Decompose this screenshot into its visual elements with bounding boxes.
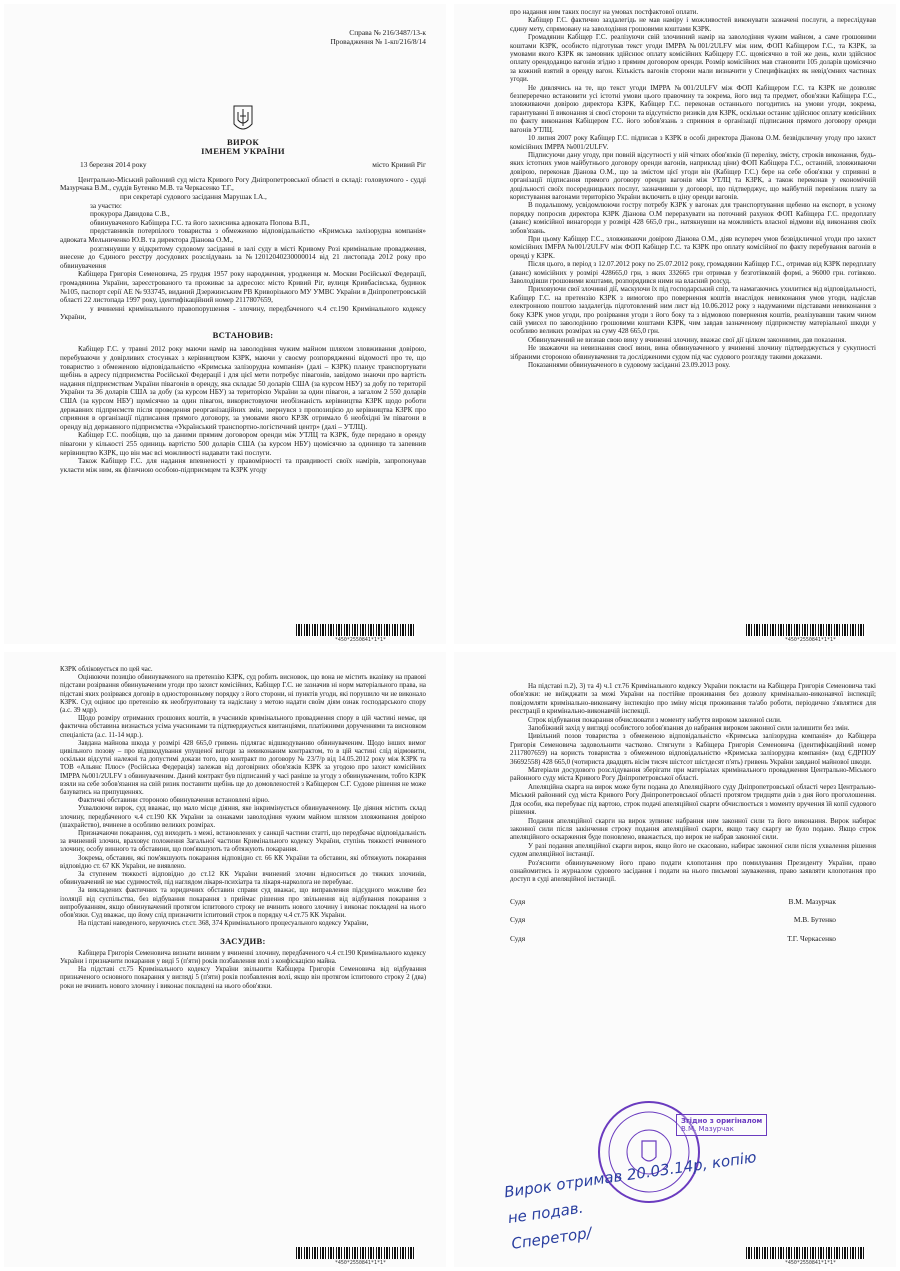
body-paragraph: 10 липня 2007 року Кабіщер Г.С. підписав з КЗРК в особі директора Діанова О.М. безвідкличну угоду про захист комісійних ІМРРА №001/2ULFV. — [510, 134, 876, 151]
intro-paragraph: при секретарі судового засідання Марушак І.А., — [120, 192, 267, 201]
body-paragraph: Цивільний позов товариства з обмеженою відповідальністю «Кримська залізорудна компанія» до Кабіщера Григорія Семеновича задовольнити частково. Стягнути з Кабіщера Григорія Семеновича (ідентифікаційний номер 2117807659) на користь товариства з обмеженою відповідальністю «Кримська залізорудна компанія» (код ЄДРПОУ 36692558) 428 665,0 (чотириста двадцять вісім тисяч шістсот шістдесят п'ять) гривень України завданої майнової шкоди. — [510, 732, 876, 766]
sentence-paragraph: На підставі ст.75 Кримінального кодексу України звільнити Кабіщера Григорія Семеновича від відбування призначеного основного покарання у вигляді 5 (п'яти) років позбавлення волі, якщо він протягом іспитового строку 2 (два) роки не вчинить нового злочину і виконає покладені на нього обов'язки. — [60, 966, 426, 990]
body-paragraph: Фактичні обставини стороною обвинувачення встановлені вірно. — [78, 797, 270, 805]
proceeding-number: Провадження № 1-кп/216/8/14 — [330, 37, 426, 46]
body-paragraph: Роз'яснити обвинуваченому його право подати клопотання про помилування Президенту України, право ознайомитись із журналом судового засідання і подати на нього письмові зауваження, право заявляти клопотання про доступ в суді апеляційної інстанції. — [510, 858, 876, 884]
verdict-date: 13 березня 2014 року — [80, 160, 147, 170]
copy-stamp — [676, 1114, 767, 1136]
body-paragraph: Громадянин Кабіщер Г.С. реалізуючи свій злочинний намір на заволодіння чужим майном, а саме грошовими коштами КЗРК, особисто підготував текст угоди ІМРРА №001/2ULFV між ним, ФОП Кабіщером Г.С., та КЗРК, за умовами якого КЗРК як замовник здійснює оплату комісійних Кабіщеру Г.С. щомісячно в той же день, коли здійснює оплату орендодавцю вагонів згідно з прямим договором оренди. Розмір комісійних мав становити 105 доларів щомісячно за кожний взятий в оренду вагон. Кількість вагонів сторони мали визначити у Специфікаціях як невід'ємних частинах угоди. — [510, 33, 876, 84]
page-1 — [4, 4, 446, 644]
body-paragraph: Після цього, в період з 12.07.2012 року по 25.07.2012 року, громадянин Кабіщер Г.С., отримав від КЗРК передплату (аванс) комісійних у розмірі 428665,0 грн, з яких 332665 грн отримав у безготівковій формі, а 96000 грн. готівкою. Заволодівши грошовими коштами, розпорядився ними на власний розсуд. — [510, 260, 876, 285]
signature-role: Судя — [510, 933, 526, 943]
body-paragraph: За викладених фактичних та юридичних обставин справи суд вважає, що виправлення підсудного можливе без ізоляції від суспільства, без відбування покарання з приймає рішення про звільнення від відбування покарання з випробуванням, якщо обвинувачений протягом іспитового строку не вчинить нового злочину і виконає покладені на нього обов'язки. Суд вважає, що йому слід призначити іспитовий строк в порядку ч.4 ст.75 КК України. — [60, 887, 426, 920]
body-paragraph: При цьому Кабіщер Г.С., зловживаючи довірою Діанова О.М., діяв всупереч умов безвідкличної угоди про захист комісійних IMFPA №001/2ULFV між ФОП Кабіщер Г.С. та КЗРК про оплату комісійної по факту перебування вагонів в оренді у КЗРК. — [510, 234, 876, 260]
defendant-paragraph: Кабіщера Григорія Семеновича, 25 грудня 1957 року народження, уродженця м. Москви Російської Федерації, громадянина України, зареєстрованого та проживає за адресою: місто Кривий Ріг, вулиця Кривбасівська, будинок №105, паспорт серії АЕ № 933745, виданий Дзержинським РВ Криворізького МУ УМВС України в Дніпропетровській області 22 листопада 1997 року, ідентифікаційний номер 2117807659, — [60, 270, 426, 305]
body-paragraph: Показаннями обвинуваченого в судовому засіданні 23.09.2013 року. — [528, 361, 731, 370]
coat-of-arms-icon — [232, 104, 254, 134]
section-sentenced: ЗАСУДИВ: — [220, 935, 266, 946]
body-paragraph: Строк відбування покарання обчислювати з моменту набуття вироком законної сили. — [528, 715, 782, 724]
barcode — [746, 624, 866, 636]
body-paragraph: Призначаючи покарання, суд виходить з межі, встановлених у санкції частини статті, що передбачає відповідальність за вчинений злочин, враховує положення Загальної частини Кримінального кодексу України, ступінь тяжкості вчиненого злочину, особу винного та обставини, що пом'якшують та обтяжують покарання. — [60, 830, 426, 854]
signature-row — [510, 935, 836, 943]
signature-role: Судя — [510, 915, 526, 925]
charge-paragraph: у вчиненні кримінального правопорушення - злочину, передбаченого ч.4 ст.190 Кримінального кодексу України, — [60, 304, 426, 322]
page-2 — [454, 4, 896, 644]
body-paragraph: Не дивлячись на те, що текст угоди ІМРРА №001/2ULFV між ФОП Кабіщером Г.С. та КЗРК не дозволяє безпереречно встановити усі істотні умови цього правочину та зокрема, його вид та предмет, обов'язки Кабіщера Г.С., зловживаючи довірою директора КЗРК, Кабіщер Г.С. переконав останнього погодитись на умови угоди, зокрема, гарантуванні її виконання зі своєї сторони та відсутністю ризиків для КЗРК, оскільки останнє здійснює оплату комісійних по факту виконання Кабіщером Г.С. його зобов'язань з сприяння в організації підписання прямого договору оренди вагонів УТЛЦ. — [510, 83, 876, 134]
copy-stamp-text: Згідно з оригіналом — [681, 1117, 763, 1125]
body-paragraph: За ступенем тяжкості відповідно до ст.12 КК України вчинений злочин відноситься до тяжких злочинів, обвинувачений не має судимостей, під наглядом лікаря-психіатра та лікаря-нарколога не перебуває. — [60, 871, 426, 887]
intro-paragraph: розглянувши у відкритому судовому засіданні в залі суду в місті Кривому Розі кримінальне провадження, внесене до Єдиного реєстру досудових розслідувань за №12012040230000014 від 21 листопада 2012 року про обвинувачення — [60, 244, 426, 270]
body-paragraph: На підставі п.2), 3) та 4) ч.1 ст.76 Кримінального кодексу України покласти на Кабіщера Григорія Семеновича такі обов'язки: не виїжджати за межі України на постійне проживання без дозволу кримінально-виконавчої інспекції; повідомляти кримінально-виконавчу інспекцію про зміну місця проживання та/або роботи, періодично з'являтися для реєстрації в кримінально-виконавчій інспекції. — [510, 682, 876, 716]
barcode-text: *450*2550841*1*1* — [334, 637, 386, 643]
verdict-city: місто Кривий Ріг — [372, 160, 426, 170]
page-3 — [4, 652, 446, 1267]
body-paragraph: КЗРК обліковується по цей час. — [60, 666, 153, 673]
verdict-subtitle: ІМЕНЕМ УКРАЇНИ — [201, 145, 285, 156]
body-paragraph: Кабіщер Г.С. у травні 2012 року маючи намір на заволодіння чужим майном шляхом зловживання довірою, перебуваючи у довірливих стосунках з керівництвом КЗРК, маючи у своєму розпорядженні відомості про те, що товариство з обмеженою відповідальністю «Кримська залізорудна компанія» (далі – КЗРК) планує транспортувати щебінь в адресу підприємства Російської Федерації і для цієї мети потребує півагонів, завідомо знаючи про вартість надання підприємствам України півагонів в оренду, яка складає 50 доларів США (за курсом НБУ) за добу по території України та 36 доларів США за добу (за курсом НБУ) за територією України за один півагон, а загалом 2 550 доларів США (за курсом НБУ) щомісячно за один півагон, використовуючи необізнаність керівництва КЗРК щодо роботи державних підприємств після проведення реорганізаційних змін, звернувся з пропозицією до керівництва КЗРК про сприяння в організації підписання прямого договору, за умовами якого КРЗК отримало б необхідні їм півагони в оренду від державного підприємства «Український транспортно-логістичний центр» (далі – УТЛЦ). — [60, 345, 426, 431]
page-4 — [454, 652, 896, 1267]
body-paragraph: Підписуючи дану угоду, при повній відсутності у ній чітких обов'язків (її переліку, змісту, строків виконання, будь-яких істотних умов майбутнього договору оренди вагонів, наприклад ціни) ФОП Кабіщера Г.С., останній, зловживаючи довірою, переконав Діанова О.М., що за змістом цієї угоди він (Кабіщер Г.С.) бере на себе обов'язки у сприянні в організації підписання прямого договору оренди вагонів між УТЛЦ та КЗРК, а також переконав у економічній доцільності своїх посередницьких послуг, зазначивши у договорі, що підтверджує, що майбутній перевізник плату за користування вагонами територією України включить в ціну оренди вагонів. — [510, 150, 876, 201]
intro-paragraph: представників потерпілого товариства з обмеженою відповідальністю «Кримська залізорудна компанія» адвоката Мельниченко Ю.В. та директора Діанова О.М., — [60, 227, 426, 244]
case-number: Справа № 216/3487/13-к — [349, 28, 426, 37]
barcode — [746, 1247, 866, 1259]
body-paragraph: про надання ним таких послуг на умовах постфактової оплати. — [510, 8, 699, 16]
signature-row — [510, 916, 836, 924]
body-paragraph: Ухвалюючи вирок, суд вважає, що мало місце діяння, яке інкримінується обвинуваченому. Це діяння містить склад злочину, передбаченого ч.4 ст.190 КК України за ознаками заволодіння чужим майном шляхом зловживання довірою (шахрайство), вчинене в особливо великих розмірах. — [60, 805, 426, 829]
body-paragraph: Також Кабіщер Г.С. для надання впевненості у правомірності та правдивості своїх намірів, запропонував укласти між ним, як фізичною особою-підприємцем та КЗРК угоду — [60, 457, 426, 474]
handwritten-line: Вирок отримав 20.03.14р, копію — [503, 1148, 758, 1202]
signature-row — [510, 898, 836, 906]
barcode-text: *450*2550841*1*1* — [334, 1260, 386, 1266]
intro-paragraph: прокурора Давидова С.В., — [90, 210, 170, 219]
body-paragraph: Завдана майнова шкода у розмірі 428 665,0 гривень підлягає відшкодуванню обвинуваченим. Щодо інших вимог цивільного позову – про відшкодування упущеної вигоди за невиконаним контрактом, то в цій частині слід відмовити, оскільки відсутні належні та допустимі докази того, що контракт по договору № 23/7/р від 14.05.2012 року між КЗРК та ТОВ «Альянс Плюс» (Російська Федерація) залежав від договірних обов'язків КЗРК за угодою про захист комісійних ІМРРА №001/2ULFV з обвинуваченим. Даний контракт був підписаний у часі раніше за угоду з обвинуваченим, тобто КЗРК взяли на себе зобов'язання на свій ризик поставити щебінь ще до домовленостей з Кабіщером С.Г. Судове рішення не може базуватись на припущеннях. — [60, 739, 426, 797]
body-paragraph: Матеріали досудового розслідування зберігати при матеріалах кримінального провадження Центрально-Міського районного суду міста Кривого Рогу Дніпропетровської області. — [510, 766, 876, 783]
body-paragraph: Оцінюючи позицію обвинуваченого на претензію КЗРК, суд робить висновок, що вона не містить вказівку на правові підстави розірвання обвинуваченим угоди про захист комісійних, Кабіщер Г.С. не зазначив ні норм матеріального права, на підставі яких розірвався договір в односторонньому порядку з його сторони, ні пунктів угоди, які порушило чи не виконало КЗРК. Суд оцінює цю претензію як необґрунтовану та надіслану з метою надати своїм діям ознак господарського спору (а.с. 39 мдр). — [60, 674, 426, 715]
handwritten-line: Сперетор/ — [510, 1223, 593, 1253]
body-paragraph: Кабіщер Г.С. пообіцяв, що за даними прямим договором оренди між УТЛЦ та КЗРК, буде переданo в оренду півагони у кількості 255 одиниць вартістю 500 доларів США (за курсом НБУ) щомісячно за одиницю та запевнив керівництво КЗРК, що він має всі можливості надавати такі послуги. — [60, 431, 426, 457]
signature-name: М.В. Бутенко — [793, 915, 836, 925]
intro-paragraph: Центрально-Міський районний суд міста Кривого Рогу Дніпропетровської області в складі: головуючого - судді Мазурчака В.М., суддів Бутенко М.В. та Черкасенко Т.Г., — [60, 175, 426, 193]
copy-stamp-name: В.М. Мазурчак — [681, 1125, 734, 1133]
verdict-title: ВИРОК — [226, 137, 260, 147]
body-paragraph: Подання апеляційної скарги на вирок зупиняє набрання ним законної сили та його виконання. Вирок набирає законної сили після закінчення строку подання апеляційної скарги, якщо таку скаргу не було подано. Якщо строк апеляційного оскарження буде поновлено, вважається, що вирок не набрав законної сили. — [510, 816, 876, 842]
handwritten-line: не подав. — [506, 1198, 585, 1228]
signature-role: Судя — [510, 896, 526, 906]
body-paragraph: Обвинувачений не визнав свою вину у вчиненні злочину, вважає свої дії цілком законними, дав показання. — [528, 335, 847, 344]
sentence-paragraph: Кабіщера Григорія Семеновича визнати винним у вчиненні злочину, передбаченого ч.4 ст.190 Кримінального кодексу України і призначити покарання у виді 5 (п'яти) років позбавлення волі з конфіскацією майна. — [60, 949, 426, 965]
body-paragraph: Зокрема, обставин, які пом'якшують покарання відповідно ст. 66 КК України та обставин, які обтяжують покарання відповідно ст. 67 КК України, не виявлено. — [60, 854, 426, 870]
body-paragraph: Щодо розміру отриманих грошових коштів, в учасників кримінального провадження спору в цій частині немає, ця фактична обставина визнається усіма учасниками та підтверджується квитанціями, платіжними дорученнями та висновком спеціаліста (а.с. 11-14 мдр.). — [60, 715, 426, 739]
intro-paragraph: за участю: — [90, 201, 122, 210]
body-paragraph: У разі подання апеляційної скарги вирок, якщо його не скасовано, набирає законної сили після ухвалення рішення судом апеляційної інстанції. — [510, 841, 876, 859]
intro-paragraph: обвинуваченого Кабіщера Г.С. та його захисника адвоката Попова В.П., — [90, 218, 310, 227]
barcode — [296, 624, 416, 636]
body-paragraph: Кабіщер Г.С. фактично заздалегідь не мав наміру і можливостей виконувати зазначені послуги, а переслідував єдину мету, спрямовану на заволодіння грошовими коштами КЗРК. — [510, 16, 876, 33]
signature-name: В.М. Мазурчак — [788, 896, 836, 906]
body-paragraph: Не зважаючи на невизнання своєї вини, вина обвинуваченого у вчиненні злочину підтверджується у сукупності зібраними стороною обвинувачення та дослідженими судом під час судового розгляду такими доказами. — [510, 344, 876, 361]
body-paragraph: Апеляційна скарга на вирок може бути подана до Апеляційного суду Дніпропетровської області через Центрально-Міський районний суд міста Кривого Рогу Дніпропетровської області протягом тридцяти днів з дня його проголошення. Для особи, яка перебуває під вартою, строк подачі апеляційної скарги обчислюється з моменту вручення їй копії судового рішення. — [510, 782, 876, 817]
signature-name: Т.Г. Черкасенко — [787, 933, 836, 943]
body-paragraph: Запобіжний захід у вигляді особистого зобов'язання до набрання вироком законної сили залишити без змін. — [528, 724, 850, 733]
barcode — [296, 1247, 416, 1259]
barcode-text: *450*2550841*1*1* — [784, 1260, 836, 1266]
body-paragraph: В подальшому, усвідомлюючи гостру потребу КЗРК у вагонах для транспортування щебеню на експорт, в усному порядку попросив директора КЗРК Діанова О.М перерахувати на поточний рахунок ФОП Кабіщера Г.С. предоплату (аванс) комісійної винагороди у розмірі 428 665,0 грн., натякнувши на можливість власної відмови від виконання своїх зобов'язань. — [510, 201, 876, 235]
body-paragraph: На підставі наведеного, керуючись ст.ст. 368, 374 Кримінального процесуального кодексу України, — [78, 920, 369, 928]
section-established: ВСТАНОВИВ: — [212, 329, 274, 340]
body-paragraph: Приховуючи свої злочинні дії, маскуючи їх під господарський спір, та намагаючись ухилитися від відповідальності, Кабіщер Г.С. на претензію КЗРК з вимогою про повернення коштів внаслідок невиконання умов угоди, надіслав електронною поштою заздалегідь підготовлений ним лист від 10.06.2012 року з надуманими підставами невиконання з боку КЗРК умов угоди, про розірвання угоди з його боку та з відмовою повернення коштів, реалізувавши таким чином свій умисел по заволодінню грошовими коштами КЗРК, чим завдав зазначеному підприємству матеріальної шкоди у особливо великих розмірах на суму 428 665,0 грн. — [510, 285, 876, 336]
barcode-text: *450*2550841*1*1* — [784, 637, 836, 643]
